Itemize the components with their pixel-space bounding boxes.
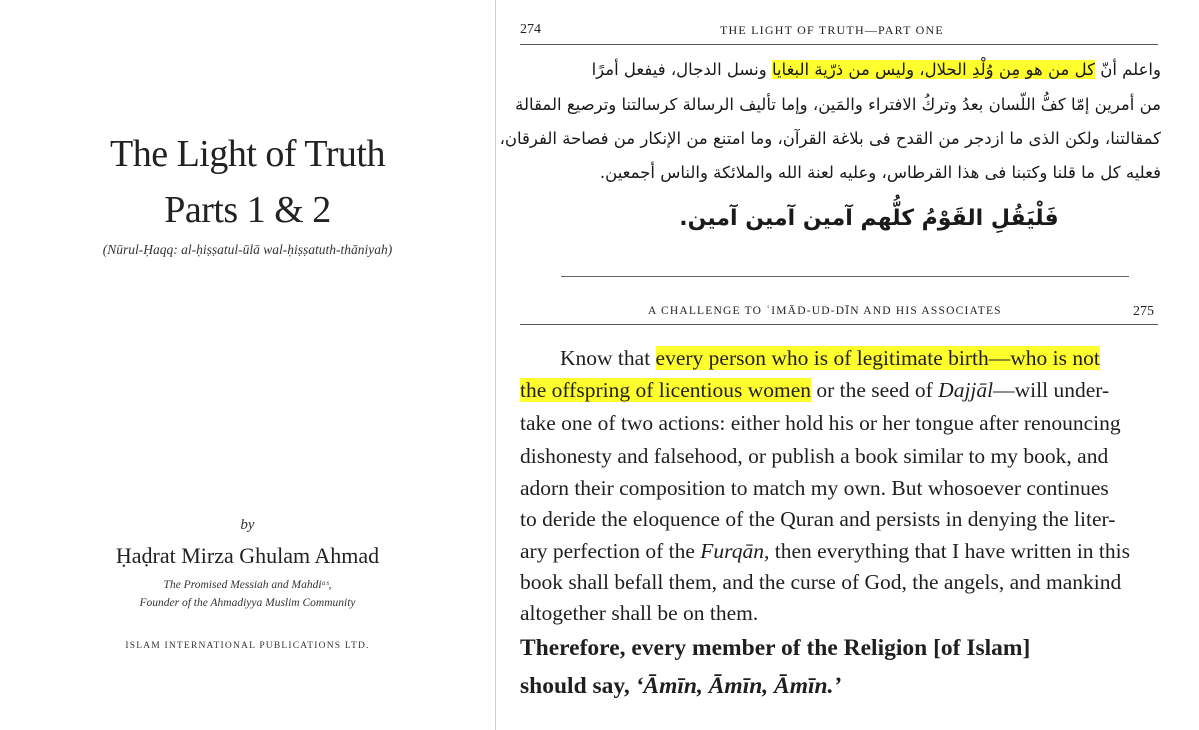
english-highlight: every person who is of legitimate birth—who is not [655, 346, 1100, 370]
english-line-3: take one of two actions: either hold his or her tongue after renouncing [520, 411, 1121, 435]
english-bold-line-1: Therefore, every member of the Religion [of Islam] [520, 635, 1031, 661]
english-highlight: the offspring of licentious women [520, 378, 811, 402]
english-text: should say, [520, 673, 636, 699]
arabic-line-4: فعليه كل ما قلنا وكتبنا فى هذا القرطاس، وعليه لعنة الله والملائكة والناس أجمعين. [599, 163, 1161, 182]
english-text: ary perfection of the [520, 539, 701, 563]
text-page [496, 0, 1199, 730]
title-page [0, 0, 496, 730]
english-italic: Furqān, [700, 539, 770, 563]
running-head-274: THE LIGHT OF TRUTH—PART ONE [720, 23, 944, 37]
running-head-275: A CHALLENGE TO ʿIMĀD-UD-DĪN AND HIS ASSOCIATES [648, 305, 1002, 317]
english-text: Know that [560, 346, 656, 370]
page-end-rule [561, 276, 1129, 277]
header-rule [520, 44, 1158, 45]
english-text: then everything that I have written in this [769, 539, 1130, 563]
title-line-1: The Light of Truth [110, 133, 385, 175]
english-line-2 [520, 378, 1160, 403]
english-line-7 [520, 539, 1160, 564]
author-description-1: The Promised Messiah and Mahdiᵃˢ, [163, 579, 332, 591]
page-number-275: 275 [1133, 304, 1154, 319]
english-italic: ‘Āmīn, Āmīn, Āmīn.’ [635, 673, 842, 699]
arabic-text: واعلم أنّ [1094, 60, 1161, 79]
title-line-2: Parts 1 & 2 [164, 189, 331, 231]
english-bold-line-2 [520, 673, 1160, 700]
arabic-line-2: من أمرين إمّا كفُّ اللّسان بعدُ وتركُ الافتراء والمَين، وإما تأليف الرسالة كرسالتنا وترصيع المقالة [515, 95, 1161, 114]
english-text: or the seed of [811, 378, 939, 402]
publisher: ISLAM INTERNATIONAL PUBLICATIONS LTD. [125, 641, 370, 651]
arabic-line-3: كمقالتنا، ولكن الذى ما ازدجر من القدح فى بلاغة القرآن، وما امتنع من الإنكار من فصاحة الفرقان، [499, 129, 1161, 148]
english-italic: Dajjāl [938, 378, 994, 402]
by-label: by [240, 517, 255, 533]
english-line-4: dishonesty and falsehood, or publish a book similar to my book, and [520, 444, 1109, 468]
header-rule-275 [520, 324, 1158, 325]
english-line-8: book shall befall them, and the curse of God, the angels, and mankind [520, 570, 1122, 594]
arabic-highlight: كل من هو مِن وُلْدِ الحلال، وليس من ذرّية البغايا [771, 60, 1095, 79]
author-description-2: Founder of the Ahmadiyya Muslim Community [139, 597, 356, 609]
arabic-verse: فَلْيَقُلِ القَوْمُ كلُّهم آمين آمين آمين. [679, 206, 1059, 231]
english-line-1 [560, 346, 1199, 371]
english-text: —will under- [993, 378, 1110, 402]
page-number-274: 274 [520, 22, 541, 37]
arabic-text: ونسل الدجال، فيفعل أمرًا [591, 60, 772, 79]
english-line-9: altogether shall be on them. [520, 601, 759, 625]
book-title [0, 126, 495, 238]
arabic-line-1 [521, 60, 1161, 79]
book-subtitle: (Nūrul-Ḥaqq: al-ḥiṣṣatul-ūlā wal-ḥiṣṣatuth-thāniyah) [102, 242, 393, 257]
author-name: Ḥaḍrat Mirza Ghulam Ahmad [115, 543, 380, 568]
english-line-6: to deride the eloquence of the Quran and persists in denying the liter- [520, 507, 1116, 531]
english-line-5: adorn their composition to match my own. But whosoever continues [520, 476, 1109, 500]
